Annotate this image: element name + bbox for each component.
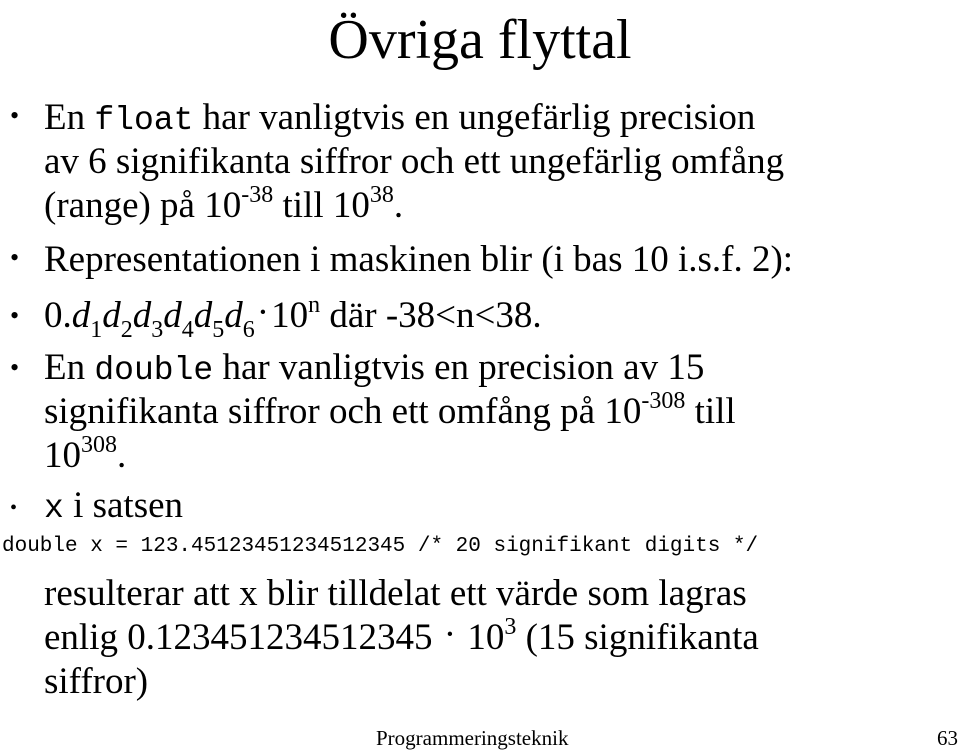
bullet-representation: Representationen i maskinen blir (i bas 10 i.s.f. 2): bbox=[44, 239, 794, 280]
bullet-x-satsen bbox=[44, 484, 183, 531]
text: där -38<n<38. bbox=[320, 295, 542, 336]
subscript: 6 bbox=[242, 317, 255, 343]
text: 10 bbox=[44, 435, 81, 476]
subscript: 4 bbox=[181, 317, 194, 343]
text: En bbox=[44, 347, 95, 388]
bullet-double-line1 bbox=[44, 346, 704, 393]
text: enlig 0.123451234512345 bbox=[44, 617, 442, 658]
result-line2 bbox=[44, 616, 759, 664]
digit-var: d bbox=[163, 295, 182, 336]
bullet-formula bbox=[44, 294, 542, 342]
text: har vanligtvis en ungefärlig precision bbox=[193, 97, 756, 138]
page-number: 63 bbox=[937, 726, 958, 750]
digit-var: d bbox=[193, 295, 213, 336]
digit-var: d bbox=[71, 295, 91, 336]
code-statement: double x = 123.45123451234512345 /* 20 signifikant digits */ bbox=[2, 535, 759, 558]
bullet-marker: • bbox=[10, 353, 20, 382]
slide-title: Övriga flyttal bbox=[328, 9, 632, 71]
text: 0. bbox=[44, 295, 72, 336]
exponent: -38 bbox=[241, 182, 274, 208]
bullet-double-line2 bbox=[44, 390, 736, 438]
subscript: 5 bbox=[212, 317, 225, 343]
exponent: 38 bbox=[369, 182, 394, 208]
bullet-marker: • bbox=[10, 101, 20, 130]
bullet-marker: • bbox=[10, 301, 20, 330]
exponent: n bbox=[308, 292, 321, 318]
digit-var: d bbox=[102, 295, 121, 336]
bullet-float-line1 bbox=[44, 96, 755, 143]
text: till bbox=[685, 391, 736, 432]
code-x: x bbox=[44, 490, 64, 527]
subscript: 2 bbox=[120, 317, 133, 343]
result-line1: resulterar att x blir tilldelat ett värde som lagras bbox=[44, 573, 747, 614]
subscript: 3 bbox=[151, 317, 164, 343]
result-line3: siffror) bbox=[44, 661, 149, 702]
digit-var: d bbox=[132, 295, 152, 336]
exponent: 308 bbox=[81, 432, 117, 458]
digit-var: d bbox=[224, 295, 243, 336]
text: 10 bbox=[271, 295, 309, 336]
bullet-marker: • bbox=[10, 243, 20, 272]
text: . bbox=[117, 435, 127, 476]
multiply-dot: · bbox=[443, 614, 457, 655]
bullet-marker: • bbox=[10, 497, 18, 519]
footer-course: Programmeringsteknik bbox=[376, 726, 569, 750]
bullet-float-line2: av 6 signifikanta siffror och ett ungefärlig omfång bbox=[44, 141, 785, 182]
text: (range) på 10 bbox=[44, 185, 242, 226]
exponent: 3 bbox=[504, 614, 517, 640]
text: 10 bbox=[458, 617, 505, 658]
text: i satsen bbox=[63, 485, 184, 526]
code-double: double bbox=[94, 352, 214, 389]
text: till 10 bbox=[273, 185, 370, 226]
code-float: float bbox=[94, 102, 194, 139]
multiply-dot: · bbox=[256, 292, 270, 333]
bullet-float-line3 bbox=[44, 184, 403, 232]
text: har vanligtvis en precision av 15 bbox=[213, 347, 705, 388]
text: . bbox=[393, 185, 404, 226]
text: signifikanta siffror och ett omfång på 10 bbox=[44, 391, 642, 432]
text: (15 signifikanta bbox=[516, 617, 759, 658]
exponent: -308 bbox=[641, 388, 686, 414]
text: En bbox=[44, 97, 95, 138]
subscript: 1 bbox=[90, 317, 103, 343]
bullet-double-line3 bbox=[44, 434, 126, 482]
